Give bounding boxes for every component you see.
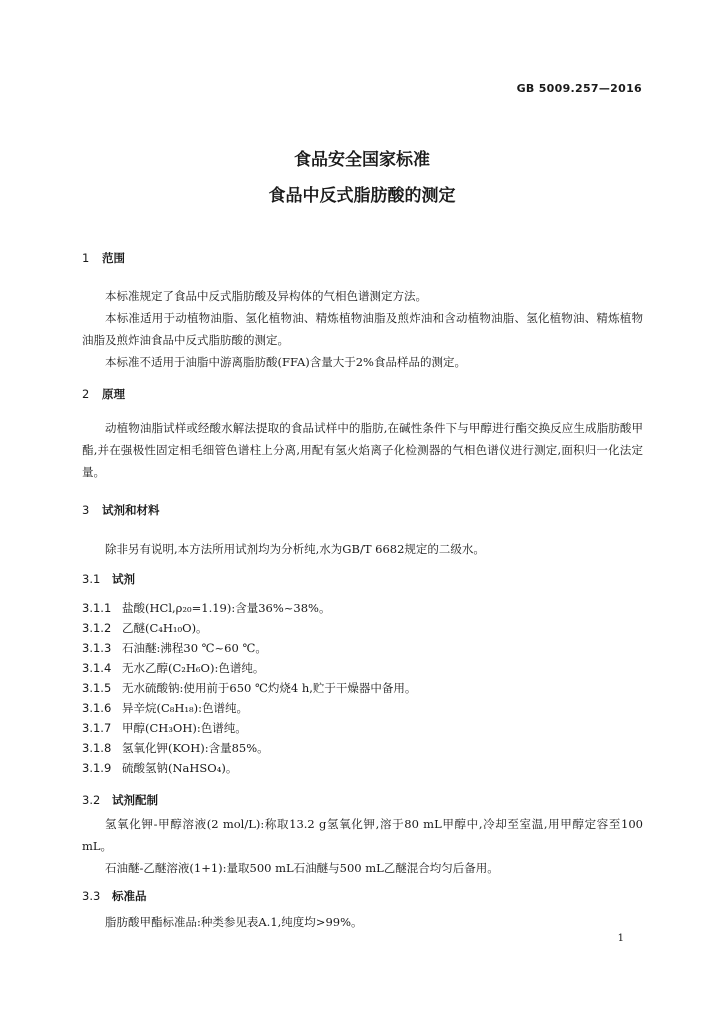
item-number: 3.1.1: [82, 601, 112, 615]
subsection-heading-reagent-preparation: [82, 792, 158, 808]
list-item: [82, 600, 331, 616]
paragraph: 脂肪酸甲酯标准品:种类参见表A.1,纯度均>99%。: [105, 915, 363, 929]
section-heading-principle: [82, 386, 125, 402]
section-number: 3.1: [82, 572, 101, 586]
list-item: [82, 640, 267, 656]
list-item: [82, 720, 247, 736]
paragraph: 本标准不适用于油脂中游离脂肪酸(FFA)含量大于2%食品样品的测定。: [105, 355, 466, 369]
section-title: 范围: [102, 251, 125, 265]
item-number: 3.1.9: [82, 761, 112, 775]
item-text: 无水乙醇(C₂H₆O):色谱纯。: [122, 661, 265, 675]
item-text: 乙醚(C₄H₁₀O)。: [122, 621, 208, 635]
item-text: 异辛烷(C₈H₁₈):色谱纯。: [122, 701, 249, 715]
item-number: 3.1.2: [82, 621, 112, 635]
section-number: 3.3: [82, 889, 101, 903]
page-number: 1: [617, 933, 624, 944]
list-item: [82, 740, 269, 756]
item-text: 无水硫酸钠:使用前于650 ℃灼烧4 h,贮于干燥器中备用。: [122, 681, 417, 695]
item-number: 3.1.7: [82, 721, 112, 735]
paragraph: 氢氧化钾-甲醇溶液(2 mol/L):称取13.2 g氢氧化钾,溶于80 mL甲醇中,冷却至室温,用甲醇定容至100 mL。: [82, 817, 643, 853]
item-number: 3.1.6: [82, 701, 112, 715]
section-title: 试剂: [112, 572, 135, 586]
list-item: [82, 660, 264, 676]
item-number: 3.1.3: [82, 641, 112, 655]
section-heading-scope: [82, 250, 125, 266]
subsection-heading-standards: [82, 888, 147, 904]
standard-code: GB 5009.257—2016: [516, 82, 642, 95]
paragraph: 除非另有说明,本方法所用试剂均为分析纯,水为GB/T 6682规定的二级水。: [105, 542, 485, 556]
section-title: 原理: [102, 387, 125, 401]
item-text: 盐酸(HCl,ρ₂₀=1.19):含量36%~38%。: [122, 601, 331, 615]
item-text: 氢氧化钾(KOH):含量85%。: [122, 741, 269, 755]
paragraph: 动植物油脂试样或经酸水解法提取的食品试样中的脂肪,在碱性条件下与甲醇进行酯交换反应生成脂肪酸甲酯,并在强极性固定相毛细管色谱柱上分离,用配有氢火焰离子化检测器的气相色谱仪进行测定,面积归一化法定量。: [82, 421, 643, 479]
paragraph: 石油醚-乙醚溶液(1+1):量取500 mL石油醚与500 mL乙醚混合均匀后备用。: [105, 861, 499, 875]
section-number: 1: [82, 251, 90, 265]
section-heading-reagents: [82, 502, 160, 518]
section-title: 标准品: [112, 889, 147, 903]
paragraph: 本标准适用于动植物油脂、氢化植物油、精炼植物油脂及煎炸油和含动植物油脂、氢化植物油、精炼植物油脂及煎炸油食品中反式脂肪酸的测定。: [82, 311, 643, 347]
section-title: 试剂配制: [112, 793, 158, 807]
item-text: 硫酸氢钠(NaHSO₄)。: [122, 761, 238, 775]
list-item: [82, 760, 237, 776]
item-number: 3.1.5: [82, 681, 112, 695]
section-number: 3: [82, 503, 90, 517]
section-number: 2: [82, 387, 90, 401]
list-item: [82, 680, 416, 696]
subsection-heading-reagents: [82, 571, 135, 587]
document-title-line1: 食品安全国家标准: [294, 150, 430, 170]
item-number: 3.1.8: [82, 741, 112, 755]
item-number: 3.1.4: [82, 661, 112, 675]
document-title-line2: 食品中反式脂肪酸的测定: [268, 186, 456, 206]
list-item: [82, 620, 208, 636]
paragraph: 本标准规定了食品中反式脂肪酸及异构体的气相色谱测定方法。: [105, 289, 427, 303]
section-number: 3.2: [82, 793, 101, 807]
section-title: 试剂和材料: [102, 503, 160, 517]
item-text: 甲醇(CH₃OH):色谱纯。: [122, 721, 247, 735]
item-text: 石油醚:沸程30 ℃~60 ℃。: [122, 641, 267, 655]
list-item: [82, 700, 248, 716]
